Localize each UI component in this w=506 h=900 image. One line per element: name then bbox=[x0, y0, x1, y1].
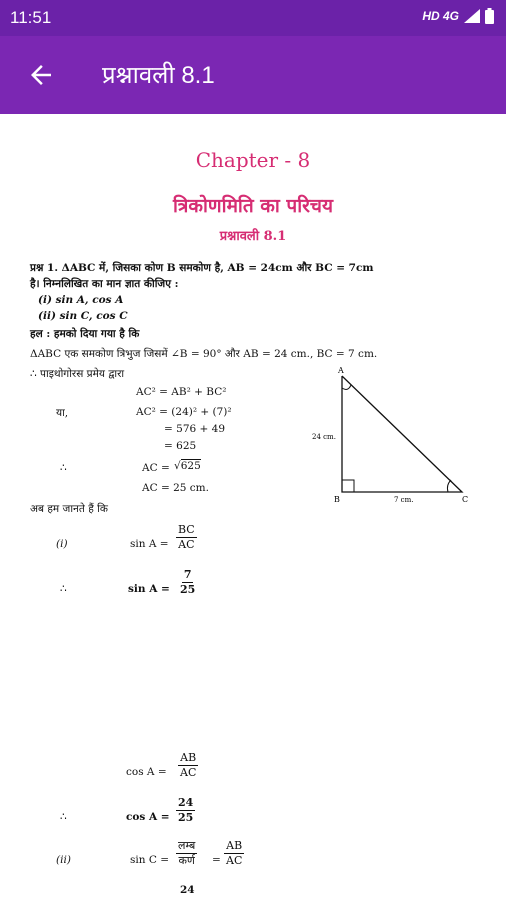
sqrt-expression bbox=[174, 460, 201, 472]
sinC-denominator-2: AC bbox=[226, 854, 243, 867]
sinA-text: sin A = bbox=[130, 538, 169, 550]
sinC-numerator-2: AB bbox=[226, 839, 243, 852]
label-ii: (ii) bbox=[56, 854, 71, 866]
cosA-value-numerator: 24 bbox=[178, 796, 194, 809]
solution-label: हल : हमको दिया गया है कि bbox=[30, 328, 140, 340]
equation-1: AC² = AB² + BC² bbox=[136, 386, 227, 398]
question-line-1: प्रश्न 1. ΔABC में, जिसका कोण B समकोण है, AB = 24cm और BC = 7cm bbox=[30, 262, 374, 274]
back-arrow-icon[interactable] bbox=[26, 60, 56, 90]
right-angle-mark bbox=[342, 480, 354, 492]
label-i: (i) bbox=[56, 538, 68, 550]
sinA-value-numerator: 7 bbox=[183, 568, 192, 581]
therefore-symbol-2: ∴ bbox=[60, 583, 67, 595]
cosA-value-fraction bbox=[176, 796, 195, 825]
battery-icon bbox=[485, 8, 494, 24]
pythagoras-line: ∴ पाइथोगोरस प्रमेय द्वारा bbox=[30, 368, 125, 380]
page-title: प्रश्नावली 8.1 bbox=[102, 62, 215, 89]
equation-3: = 576 + 49 bbox=[164, 423, 226, 435]
question-part-ii: (ii) sin C, cos C bbox=[38, 310, 128, 322]
network-label: HD 4G bbox=[422, 9, 459, 23]
signal-icon bbox=[464, 9, 480, 23]
cosA-value-denominator: 25 bbox=[178, 811, 194, 824]
vertex-c-label: C bbox=[462, 495, 469, 504]
question-line-2: है। निम्नलिखित का मान ज्ञात कीजिए : bbox=[30, 278, 179, 290]
sqrt-value: 625 bbox=[180, 460, 201, 472]
angle-a-mark bbox=[342, 385, 351, 389]
given-line: ΔABC एक समकोण त्रिभुज जिसमें ∠B = 90° और AB = 24 cm., BC = 7 cm. bbox=[30, 348, 378, 360]
question-part-i: (i) sin A, cos A bbox=[38, 294, 124, 306]
sinA-denominator: AC bbox=[178, 538, 195, 551]
document-page bbox=[0, 114, 506, 900]
angle-c-mark bbox=[447, 480, 451, 492]
sinC-fraction-2 bbox=[224, 839, 244, 868]
sinC-fraction bbox=[176, 839, 197, 868]
status-right bbox=[422, 8, 494, 24]
equation-6: AC = 25 cm. bbox=[142, 482, 209, 494]
sinA-value-denominator: 25 bbox=[180, 583, 196, 596]
side-bc-label: 7 cm. bbox=[394, 496, 414, 504]
sinA-value-text: sin A = bbox=[128, 583, 170, 595]
status-time: 11:51 bbox=[10, 8, 52, 27]
chapter-title: त्रिकोणमिति का परिचय bbox=[172, 195, 333, 217]
status-bar bbox=[0, 0, 506, 36]
sinC-numerator: लम्ब bbox=[178, 839, 196, 852]
sinA-numerator: BC bbox=[178, 523, 195, 536]
equation-4: = 625 bbox=[164, 440, 197, 452]
sinA-fraction bbox=[176, 523, 197, 552]
cosA-fraction bbox=[178, 751, 198, 780]
app-bar bbox=[0, 36, 506, 114]
therefore-symbol-3: ∴ bbox=[60, 811, 67, 823]
sinA-value-fraction bbox=[178, 568, 197, 597]
sqrt-sign: √ bbox=[174, 460, 181, 472]
exercise-heading: प्रश्नावली 8.1 bbox=[219, 229, 287, 244]
ya-label: या, bbox=[56, 407, 69, 419]
now-line: अब हम जानते हैं कि bbox=[30, 503, 108, 515]
vertex-b-label: B bbox=[334, 495, 340, 504]
side-ab-label: 24 cm. bbox=[312, 433, 336, 441]
cosA-denominator: AC bbox=[180, 766, 197, 779]
cosA-value-text: cos A = bbox=[126, 811, 170, 823]
triangle-outline bbox=[342, 376, 462, 492]
sinC-equals: = bbox=[212, 854, 221, 866]
last-numerator: 24 bbox=[180, 884, 195, 896]
sinC-text: sin C = bbox=[130, 854, 170, 866]
equation-5-left: AC = bbox=[142, 462, 170, 474]
sinC-denominator: कर्ण bbox=[178, 854, 195, 867]
equation-2: AC² = (24)² + (7)² bbox=[136, 406, 232, 418]
vertex-a-label: A bbox=[338, 366, 344, 375]
therefore-symbol: ∴ bbox=[60, 462, 67, 474]
cosA-text: cos A = bbox=[126, 766, 167, 778]
right-triangle-diagram bbox=[312, 364, 472, 504]
cosA-numerator: AB bbox=[180, 751, 197, 764]
chapter-heading: Chapter - 8 bbox=[195, 148, 311, 172]
